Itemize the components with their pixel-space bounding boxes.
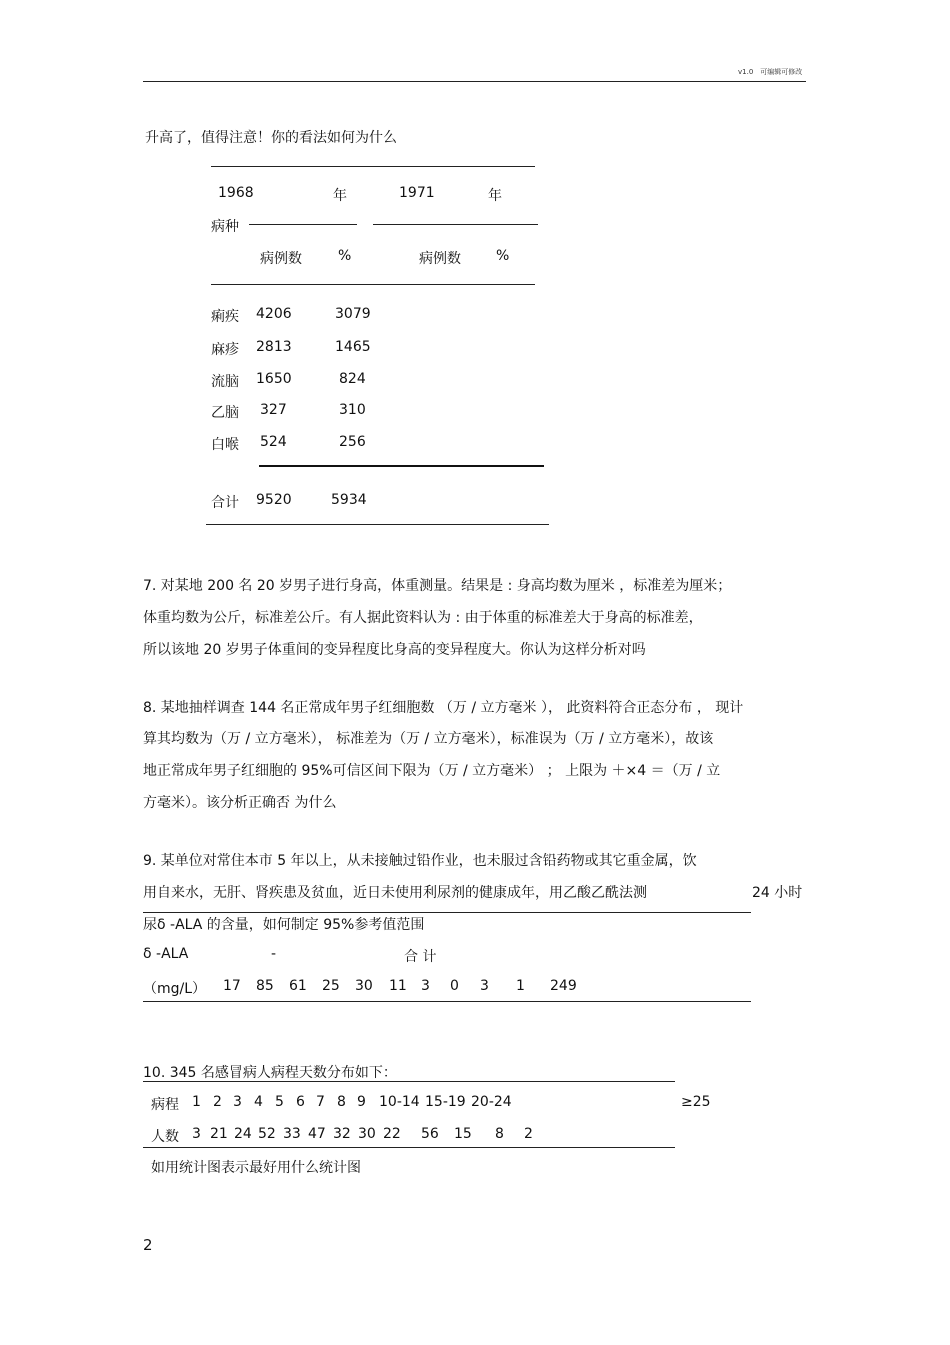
table-row-v1: 524 [260,434,287,450]
year2-unit: 年 [488,188,502,204]
table-row-name: 乙脑 [211,405,239,421]
table-row-v1: 2813 [256,339,292,355]
row-header: 病种 [211,219,239,235]
q8-line3: 地正常成年男子红细胞的 95%可信区间下限为（万 / 立方毫米） ； 上限为 ＋×4 ＝（万 / 立 [143,763,721,779]
q10-question: 如用统计图表示最好用什么统计图 [151,1160,361,1176]
q10-row2-value: 21 [210,1126,228,1142]
table-row-v1: 327 [260,402,287,418]
table-row-name: 麻疹 [211,342,239,358]
q9-value: 3 [421,978,430,994]
year2: 1971 [399,185,435,201]
table-row-v2: 1465 [335,339,371,355]
header-version-note: v1.0 可编辑可修改 [738,68,803,76]
table-row-v2: 256 [339,434,366,450]
q9-table-bottom-rule [143,1001,751,1002]
q10-title: 10. 345 名感冒病人病程天数分布如下： [143,1065,397,1081]
q7-line2: 体重均数为公斤，标准差公斤。有人据此资料认为 : 由于体重的标准差大于身高的标准差， [143,610,703,626]
year2-rule [373,224,538,225]
q7-line1: 7. 对某地 200 名 20 岁男子进行身高，体重测量。结果是 : 身高均数为厘米 ，标准差为厘米； [143,578,732,594]
table-row-v2: 824 [339,371,366,387]
table-bottom-rule [206,524,549,525]
q9-table-head-label: δ -ALA [143,946,189,962]
col-pct2: % [496,248,510,264]
q10-row2-value: 56 [421,1126,439,1142]
q8-line4: 方毫米）。该分析正确否 为什么 [143,795,337,811]
q10-row2-value: 15 [454,1126,472,1142]
q10-row1-value: 4 [254,1094,263,1110]
table-total-name: 合计 [211,495,239,511]
q7-line3: 所以该地 20 岁男子体重间的变异程度比身高的变异程度大。你认为这样分析对吗 [143,642,646,658]
table-row-v1: 4206 [256,306,292,322]
col-cases1: 病例数 [260,251,302,267]
q10-row1-value: 6 [296,1094,305,1110]
table-top-rule [211,166,535,167]
table-row-v2: 310 [339,402,366,418]
q9-table-head-dash: - [271,946,277,962]
q9-value: 3 [480,978,489,994]
table-row-v1: 1650 [256,371,292,387]
q10-row1-value: 3 [233,1094,242,1110]
q10-row1-value: 2 [213,1094,222,1110]
q9-value: 11 [389,978,407,994]
year1: 1968 [218,185,254,201]
q9-value: 1 [516,978,525,994]
table-head-rule [211,284,535,285]
q9-value: 61 [289,978,307,994]
table-row-v2: 3079 [335,306,371,322]
q10-row1-value: 15-19 [425,1094,466,1110]
q10-table-bottom-rule [143,1147,675,1148]
table-total-v2: 5934 [331,492,367,508]
q10-row1-value: 20-24 [471,1094,512,1110]
table-row-name: 痢疾 [211,309,239,325]
q10-row1-value: 8 [337,1094,346,1110]
q10-row2-value: 32 [333,1126,351,1142]
q9-line2-right: 24 小时 [752,885,803,901]
q10-row2-value: 3 [192,1126,201,1142]
table-row-name: 白喉 [211,437,239,453]
q10-row2-value: 47 [308,1126,326,1142]
q10-row2-value: 30 [358,1126,376,1142]
q9-value: 0 [450,978,459,994]
q8-line2: 算其均数为（万 / 立方毫米）， 标准差为（万 / 立方毫米），标准误为（万 / 立方毫米），故该 [143,731,714,747]
q10-row2-value: 52 [258,1126,276,1142]
table-total-v1: 9520 [256,492,292,508]
q9-table-head-total: 合 计 [404,949,437,965]
q9-line3: 尿δ -ALA 的含量，如何制定 95%参考值范围 [143,917,425,933]
year1-rule [249,224,357,225]
q10-row2-value: 2 [524,1126,533,1142]
q10-row2-value: 8 [495,1126,504,1142]
q10-row2-value: 22 [383,1126,401,1142]
q9-line2: 用自来水，无肝、肾疾患及贫血，近日未使用利尿剂的健康成年，用乙酸乙酰法测 [143,885,647,901]
q10-table-top-rule [143,1081,675,1082]
q9-table-top-rule [143,912,751,913]
q10-row1-value: 7 [316,1094,325,1110]
q9-value: 30 [355,978,373,994]
q10-row1-value: 10-14 [379,1094,420,1110]
q9-table-row-label: （mg/L） [143,981,207,997]
q9-value: 249 [550,978,577,994]
q9-value: 25 [322,978,340,994]
q10-row2-value: 24 [234,1126,252,1142]
q10-row2-value: 33 [283,1126,301,1142]
year1-unit: 年 [333,188,347,204]
q10-row1-value: 1 [192,1094,201,1110]
intro-line: 升高了，值得注意！你的看法如何为什么 [145,130,397,146]
q9-line1: 9. 某单位对常住本市 5 年以上，从未接触过铅作业，也未服过含铅药物或其它重金属，饮 [143,853,697,869]
q10-row1-last: ≥25 [681,1094,711,1110]
table-sum-rule [259,465,544,467]
col-pct1: % [338,248,352,264]
q10-row1-value: 9 [357,1094,366,1110]
page-number: 2 [143,1236,153,1254]
q9-value: 17 [223,978,241,994]
q10-row1-value: 5 [275,1094,284,1110]
header-rule [143,81,806,82]
table-row-name: 流脑 [211,374,239,390]
col-cases2: 病例数 [419,251,461,267]
q10-row1-label: 病程 [151,1097,179,1113]
q10-row2-label: 人数 [151,1129,179,1145]
q9-value: 85 [256,978,274,994]
q8-line1: 8. 某地抽样调查 144 名正常成年男子红细胞数 （万 / 立方毫米 ）， 此资料符合正态分布 ， 现计 [143,700,744,716]
